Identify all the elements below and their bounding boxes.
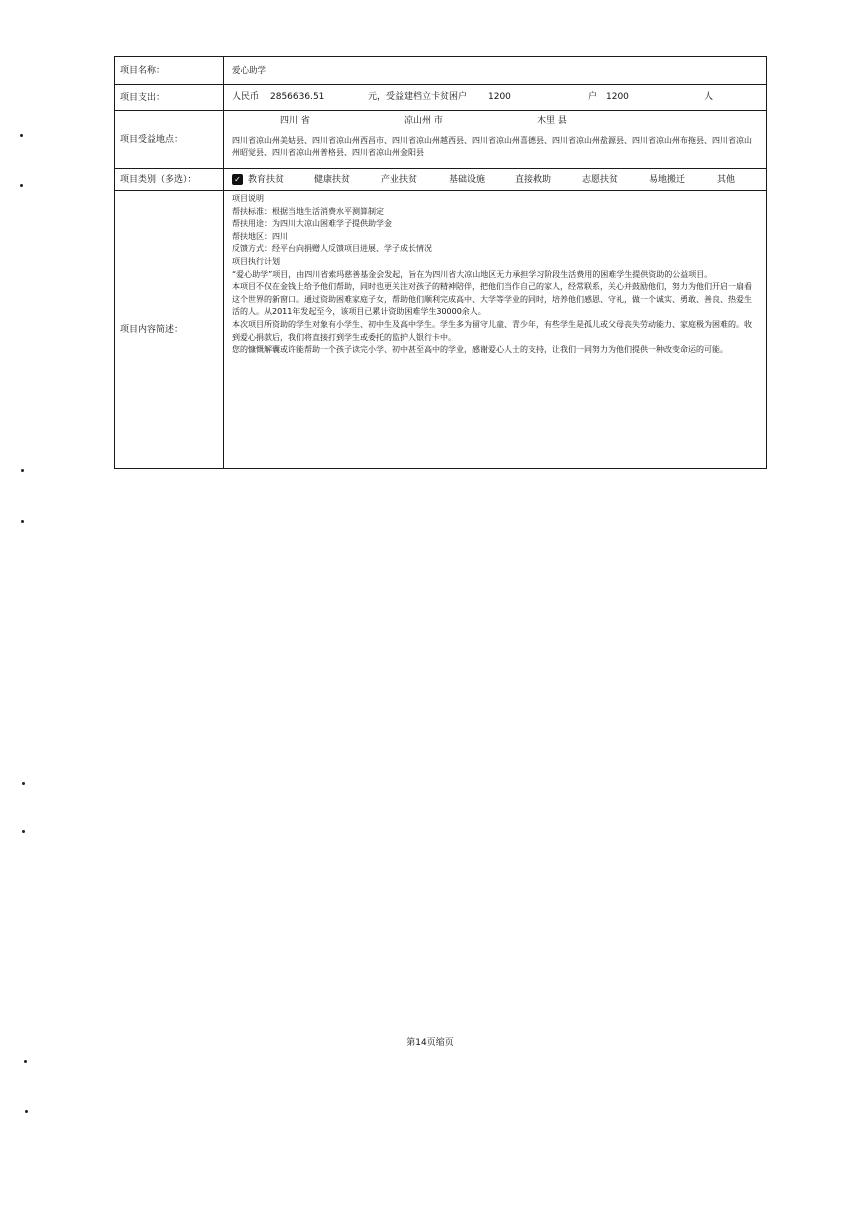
page-footer: 第14页缩页 <box>406 1038 454 1048</box>
location-county: 木里 县 <box>537 116 567 126</box>
location-list: 四川省凉山州美姑县、四川省凉山州西昌市、四川省凉山州越西县、四川省凉山州喜德县、四川省凉山州盐源县、四川省凉山州布拖县、四川省凉山州昭觉县、四川省凉山州普格县、四川省凉山州金阳县 <box>232 136 752 157</box>
project-description-label: 项目内容简述： <box>115 191 224 469</box>
scan-speck <box>21 520 24 523</box>
scan-speck <box>22 782 25 785</box>
project-category-label: 项目类别（多选）： <box>115 169 224 191</box>
category-education[interactable] <box>232 174 314 186</box>
row-project-name <box>115 57 767 85</box>
project-info-table <box>114 56 767 469</box>
category-other[interactable] <box>717 174 757 186</box>
desc-line: 帮扶标准：根据当地生活消费水平测算制定 <box>232 206 384 216</box>
scan-speck <box>22 830 25 833</box>
desc-line: 帮扶地区：四川 <box>232 231 288 241</box>
desc-paragraph: 本项目不仅在金钱上给予他们帮助，同时也更关注对孩子的精神陪伴，把他们当作自己的家人，经常联系，关心并鼓励他们，努力为他们开启一扇看这个世界的新窗口。通过资助困难家庭子女，帮助他们顺利完成高中、大学等学业的同时，培养他们感恩、守礼，做一个诚实、勇敢、善良、热爱生活的人。从2011年发起至今，该项目已累计资助困难学生30000余人。 <box>232 282 752 317</box>
expense-currency: 人民币 <box>232 91 260 102</box>
scan-speck <box>21 469 24 472</box>
expense-amount: 2856636.51 <box>270 91 325 102</box>
project-description-cell <box>224 191 767 469</box>
project-name-value: 爱心助学 <box>224 57 767 85</box>
desc-paragraph: 您的慷慨解囊或许能帮助一个孩子读完小学、初中甚至高中的学业，感谢爱心人士的支持，让我们一同努力为他们提供一种改变命运的可能。 <box>232 345 728 355</box>
desc-paragraph: 本次项目所资助的学生对象有小学生、初中生及高中学生。学生多为留守儿童、青少年，有些学生是孤儿或父母丧失劳动能力、家庭极为困难的。收到爱心捐款后，我们将直接打到学生或委托的监护人银行卡中。 <box>232 319 752 342</box>
scan-speck <box>20 184 23 187</box>
category-label: 基础设施 <box>449 174 486 185</box>
desc-line: 项目执行计划 <box>232 256 280 266</box>
project-expense-label: 项目支出： <box>115 85 224 111</box>
project-location-cell <box>224 111 767 169</box>
row-project-expense <box>115 85 767 111</box>
row-project-description <box>115 191 767 469</box>
project-name-label: 项目名称： <box>115 57 224 85</box>
location-province: 四川 省 <box>280 116 310 126</box>
project-location-label: 项目受益地点： <box>115 111 224 169</box>
category-label: 产业扶贫 <box>381 174 418 185</box>
checkbox-checked-icon[interactable]: ✓ <box>232 174 243 185</box>
household-unit: 户 <box>588 91 598 102</box>
category-volunteer[interactable] <box>582 174 649 186</box>
desc-line: 项目说明 <box>232 194 264 203</box>
category-health[interactable] <box>314 174 381 186</box>
category-label: 健康扶贫 <box>314 174 351 185</box>
person-unit: 人 <box>704 91 714 102</box>
category-label: 易地搬迁 <box>649 174 686 185</box>
desc-line: 反馈方式：经平台向捐赠人反馈项目进展、学子成长情况 <box>232 244 432 254</box>
expense-mid-text: 元，受益建档立卡贫困户 <box>368 91 468 102</box>
project-category-cell <box>224 169 767 191</box>
category-direct-aid[interactable] <box>515 174 582 186</box>
category-industry[interactable] <box>381 174 449 186</box>
category-label: 其他 <box>717 174 736 185</box>
category-label: 志愿扶贫 <box>582 174 619 185</box>
category-infrastructure[interactable] <box>449 174 515 186</box>
scan-speck <box>25 1110 28 1113</box>
location-city: 凉山州 市 <box>404 116 443 126</box>
project-expense-cell <box>224 85 767 111</box>
scan-speck <box>20 134 23 137</box>
category-label: 直接救助 <box>515 174 552 185</box>
desc-line: 帮扶用途：为四川大凉山困难学子提供助学金 <box>232 219 392 229</box>
category-label: 教育扶贫 <box>248 174 285 185</box>
scan-speck <box>24 1060 27 1063</box>
category-relocation[interactable] <box>649 174 717 186</box>
desc-paragraph: “爱心助学”项目，由四川省索玛慈善基金会发起，旨在为四川省大凉山地区无力承担学习阶段生活费用的困难学生提供资助的公益项目。 <box>232 269 713 279</box>
row-project-category <box>115 169 767 191</box>
row-project-location <box>115 111 767 169</box>
person-count: 1200 <box>606 91 629 102</box>
household-count: 1200 <box>488 91 511 102</box>
